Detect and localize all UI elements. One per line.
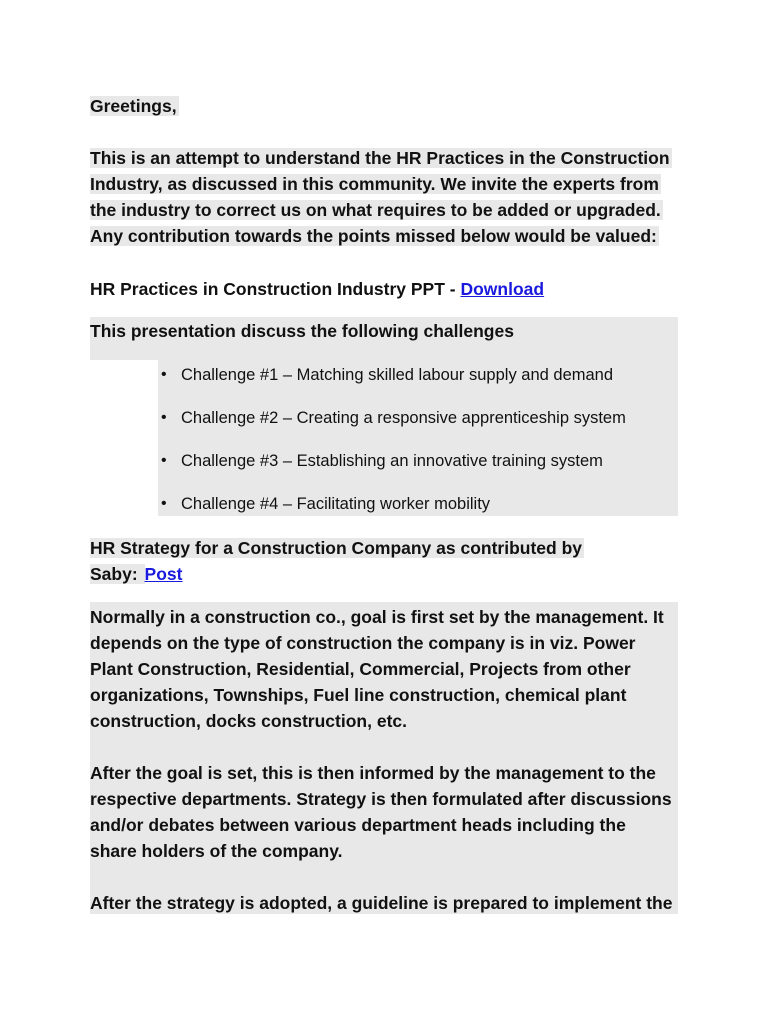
intro-line: This is an attempt to understand the HR Practices in the Construction <box>90 148 670 168</box>
paragraph-line: construction, docks construction, etc. <box>90 711 407 731</box>
paragraph-3 <box>90 890 678 916</box>
strategy-prefix: Saby: <box>90 564 143 584</box>
intro-paragraph <box>90 145 672 249</box>
paragraph-line: Normally in a construction co., goal is first set by the management. It <box>90 607 664 627</box>
paragraph-line: depends on the type of construction the company is in viz. Power <box>90 633 636 653</box>
bullet-icon: • <box>161 495 167 512</box>
paragraph-1 <box>90 604 678 734</box>
paragraph-line: Plant Construction, Residential, Commercial, Projects from other <box>90 659 631 679</box>
list-item <box>161 489 678 532</box>
intro-line: Any contribution towards the points missed below would be valued: <box>90 226 657 246</box>
list-item <box>161 403 678 446</box>
paragraph-line: After the strategy is adopted, a guideline is prepared to implement the <box>90 893 673 913</box>
strategy-heading <box>90 535 584 587</box>
paragraph-line: After the goal is set, this is then informed by the management to the <box>90 763 656 783</box>
ppt-text: HR Practices in Construction Industry PPT - <box>90 279 461 299</box>
presentation-heading-text: This presentation discuss the following challenges <box>90 321 514 341</box>
ppt-line <box>90 276 544 302</box>
list-item <box>161 446 678 489</box>
greeting <box>90 93 179 119</box>
post-link[interactable]: Post <box>144 564 183 584</box>
paragraph-line: share holders of the company. <box>90 841 343 861</box>
paragraph-2 <box>90 760 678 864</box>
challenge-text: Challenge #1 – Matching skilled labour supply and demand <box>181 366 614 384</box>
download-link[interactable]: Download <box>460 279 545 299</box>
intro-line: Industry, as discussed in this community. We invite the experts from <box>90 174 659 194</box>
challenge-text: Challenge #2 – Creating a responsive apprenticeship system <box>181 409 626 427</box>
paragraph-line: and/or debates between various department heads including the <box>90 815 626 835</box>
paragraph-line: respective departments. Strategy is then formulated after discussions <box>90 789 672 809</box>
paragraph-line: organizations, Townships, Fuel line construction, chemical plant <box>90 685 627 705</box>
challenge-text: Challenge #3 – Establishing an innovative training system <box>181 452 603 470</box>
bullet-icon: • <box>161 409 167 426</box>
list-item <box>161 360 678 403</box>
bullet-icon: • <box>161 366 167 383</box>
strategy-line: HR Strategy for a Construction Company as contributed by <box>90 538 582 558</box>
challenge-text: Challenge #4 – Facilitating worker mobility <box>181 495 491 513</box>
bullet-icon: • <box>161 452 167 469</box>
strategy-body <box>90 602 678 914</box>
presentation-heading <box>90 317 678 360</box>
challenges-list <box>158 360 678 516</box>
greeting-text: Greetings, <box>90 96 177 116</box>
intro-line: the industry to correct us on what requires to be added or upgraded. <box>90 200 661 220</box>
